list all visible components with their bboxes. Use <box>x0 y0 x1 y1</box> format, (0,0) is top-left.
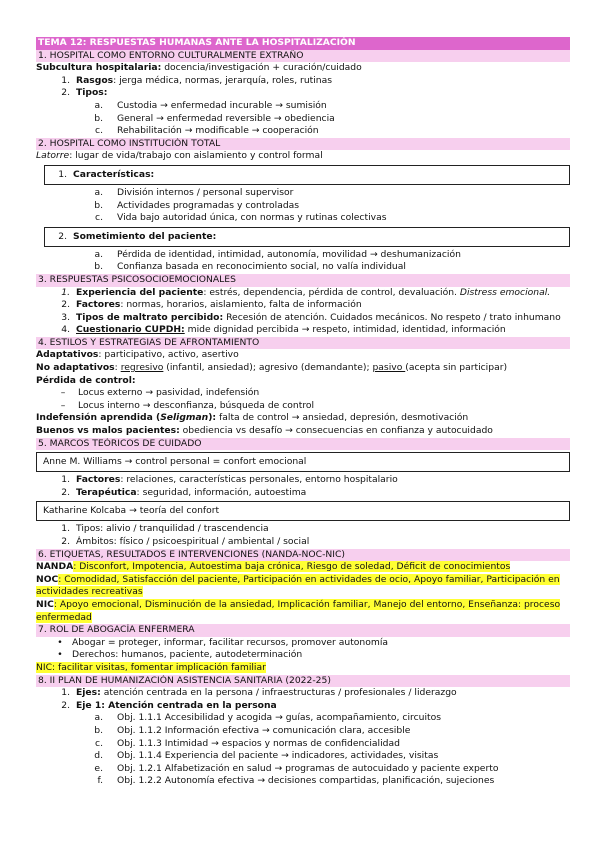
list-item: a. Obj. 1.1.1 Accesibilidad y acogida → guías, acompañamiento, circuitos <box>94 712 442 724</box>
list-item: b. Actividades programadas y controladas <box>94 199 300 211</box>
list-item: a. Custodia → enfermedad incurable → sumisión <box>94 99 327 111</box>
ejes-item: 1. Ejes: atención centrada en la persona / infraestructuras / profesionales / liderazgo <box>61 687 457 699</box>
list-item: b. Obj. 1.1.2 Información efectiva → comunicación clara, accesible <box>94 724 411 736</box>
list-item: f. Obj. 1.2.2 Autonomía efectiva → decisiones compartidas, planificación, sujeciones <box>97 775 495 787</box>
williams-box: Anne M. Williams → control personal = confort emocional <box>36 452 570 472</box>
list-item: • Derechos: humanos, paciente, autodeterminación <box>57 649 303 661</box>
adaptativos-line: Adaptativos: participativo, activo, asertivo <box>36 349 239 361</box>
document-page <box>36 37 570 788</box>
list-item: 2. Terapéutica: seguridad, información, autoestima <box>61 486 307 498</box>
section-6-heading: 6. ETIQUETAS, RESULTADOS E INTERVENCIONES (NANDA-NOC-NIC) <box>36 549 570 562</box>
rasgos-item: 1. Rasgos: jerga médica, normas, jerarquía, roles, rutinas <box>61 74 333 86</box>
tipos-item: 2. Tipos: <box>61 87 108 99</box>
sometimiento-box: 2. Sometimiento del paciente: <box>44 227 570 247</box>
list-item: 1. Tipos: alivio / tranquilidad / trascendencia <box>61 523 269 535</box>
section-1-heading: 1. HOSPITAL COMO ENTORNO CULTURALMENTE EXTRAÑO <box>36 50 570 63</box>
nic-line: NIC: Apoyo emocional, Disminución de la ansiedad, Implicación familiar, Manejo del entorno, Enseñanza: proceso <box>36 598 561 610</box>
list-item: 2. Ámbitos: físico / psicoespiritual / ambiental / social <box>61 536 310 547</box>
section-8-heading: 8. II PLAN DE HUMANIZACIÓN ASISTENCIA SANITARIA (2022-25) <box>36 675 570 688</box>
noc-line-cont: actividades recreativas <box>36 586 143 598</box>
list-item: – Locus interno → desconfianza, búsqueda de control <box>60 399 315 411</box>
section-2-heading: 2. HOSPITAL COMO INSTITUCIÓN TOTAL <box>36 138 570 151</box>
kolcaba-box: Katharine Kolcaba → teoría del confort <box>36 501 570 521</box>
page-title: TEMA 12: RESPUESTAS HUMANAS ANTE LA HOSPITALIZACIÓN <box>36 37 570 50</box>
list-item: – Locus externo → pasividad, indefensión <box>60 387 260 399</box>
list-item: e. Obj. 1.2.1 Alfabetización en salud → programas de autocuidado y paciente experto <box>94 762 499 774</box>
list-item: 4. Cuestionario CUPDH: mide dignidad percibida → respeto, intimidad, identidad, información <box>61 324 506 336</box>
section-7-heading: 7. ROL DE ABOGACÍA ENFERMERA <box>36 624 570 637</box>
buenos-malos-line: Buenos vs malos pacientes: obediencia vs desafío → consecuencias en confianza y autocuidado <box>36 425 493 437</box>
list-item: c. Vida bajo autoridad única, con normas y rutinas colectivas <box>95 212 387 224</box>
subcultura-line: Subcultura hospitalaria: docencia/investigación + curación/cuidado <box>36 62 362 74</box>
list-item: c. Obj. 1.1.3 Intimidad → espacios y normas de confidencialidad <box>95 737 400 749</box>
list-item: 1. Factores: relaciones, características personales, entorno hospitalario <box>61 474 398 486</box>
section-4-heading: 4. ESTILOS Y ESTRATEGIAS DE AFRONTAMIENTO <box>36 337 570 350</box>
list-item: a. División internos / personal supervisor <box>94 186 294 198</box>
caracteristicas-box: 1. Características: <box>44 165 570 185</box>
section-3-heading: 3. RESPUESTAS PSICOSOCIOEMOCIONALES <box>36 274 570 287</box>
nic-line-cont: enfermedad <box>36 611 92 623</box>
nic-abogacia-line: NIC: facilitar visitas, fomentar implicación familiar <box>36 661 266 673</box>
latorre-line: Latorre: lugar de vida/trabajo con aislamiento y control formal <box>36 150 323 162</box>
perdida-control-line: Pérdida de control: <box>36 374 136 386</box>
noc-line: NOC: Comodidad, Satisfacción del paciente, Participación en actividades de ocio, Apoyo familiar, Participación en <box>36 573 560 585</box>
list-item: 2. Factores: normas, horarios, aislamiento, falta de información <box>61 299 362 311</box>
list-item: 1. Experiencia del paciente: estrés, dependencia, pérdida de control, devaluación. Distress emocional. <box>61 286 551 298</box>
nanda-line: NANDA: Disconfort, Impotencia, Autoestima baja crónica, Riesgo de soledad, Déficit de conocimientos <box>36 561 511 573</box>
section-5-heading: 5. MARCOS TEÓRICOS DE CUIDADO <box>36 438 570 451</box>
list-item: c. Rehabilitación → modificable → cooperación <box>95 125 319 137</box>
no-adaptativos-line: No adaptativos: regresivo (infantil, ansiedad); agresivo (demandante); pasivo (acepta sin participar) <box>36 362 508 374</box>
list-item: 3. Tipos de maltrato percibido: Recesión de atención. Cuidados mecánicos. No respeto / trato inhumano <box>61 311 561 323</box>
indefension-line: Indefensión aprendida (Seligman): falta de control → ansiedad, depresión, desmotivación <box>36 412 469 424</box>
list-item: • Abogar = proteger, informar, facilitar recursos, promover autonomía <box>57 636 389 648</box>
list-item: b. General → enfermedad reversible → obediencia <box>94 112 335 124</box>
eje1-item: 2. Eje 1: Atención centrada en la persona <box>61 699 277 711</box>
list-item: a. Pérdida de identidad, intimidad, autonomía, movilidad → deshumanización <box>94 248 461 260</box>
list-item: d. Obj. 1.1.4 Experiencia del paciente → indicadores, actividades, visitas <box>94 750 439 762</box>
list-item: b. Confianza basada en reconocimiento social, no valía individual <box>94 261 406 273</box>
